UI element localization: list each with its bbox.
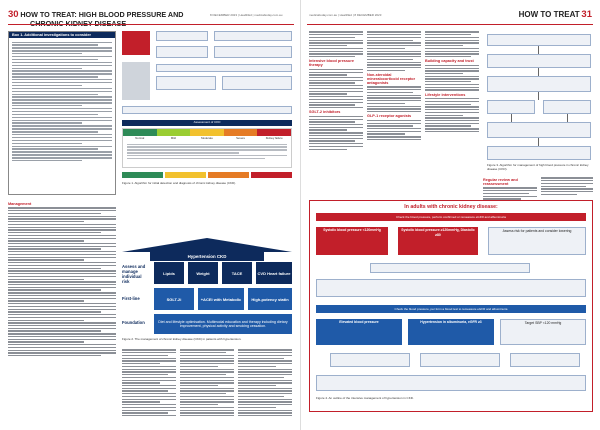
- figure-4-caption: Figure 4. An outline of the intensive management of hypertension in CKD.: [316, 396, 414, 400]
- right-page-number: 31: [581, 9, 592, 20]
- right-running-title: HOW TO TREAT: [518, 10, 580, 19]
- flow-box-b: [214, 31, 292, 41]
- flow-header-bar: Assessment of CKD: [122, 120, 292, 126]
- fig4-lower-box-3: Target SBP <120 mmHg: [500, 319, 586, 345]
- flow-box-f: [156, 76, 216, 90]
- fig4-lower-box-2: Hypertension in albuminuria, eGFR ≥3: [408, 319, 494, 345]
- left-body-col-3: [180, 348, 234, 418]
- col-head-review: Regular review and reassessment: [483, 178, 518, 186]
- right-issue-line: medicaltoday.com.au | HealthEd | 8 DECEMBER 2023: [309, 13, 382, 17]
- fig4-lower-box-1: Elevated blood pressure: [316, 319, 402, 345]
- fig3-box-3: [487, 76, 591, 92]
- stage-label: Normal: [135, 136, 145, 140]
- fig3-box-1: [487, 34, 591, 46]
- left-issue-line: 8 DECEMBER 2023 | HealthEd | medicaltoday.com.au: [210, 13, 283, 17]
- col-head-sglt2: SGLT-2 inhibitors: [309, 110, 341, 115]
- fig3-box-5: [487, 122, 591, 138]
- fig4-mid-box-1: [370, 263, 530, 273]
- fig4-box-1: Systolic blood pressure <120mmHg: [316, 227, 388, 255]
- fig4-bottom-box-1: [330, 353, 410, 367]
- right-body-col-2: [367, 30, 421, 142]
- figure-1-caption: Figure 1. Algorithm for initial detection and diagnosis of chronic kidney disease (CKD).: [122, 181, 237, 185]
- flow-box-e: [156, 64, 292, 72]
- flow-box-g: [222, 76, 292, 90]
- ckd-stage-labels: [123, 136, 291, 140]
- right-body-col-1: [309, 30, 363, 151]
- box-1-body: [9, 38, 115, 165]
- right-body-col-4: [483, 176, 537, 201]
- fig4-box-3: Assess risk for patients and consider lowering: [488, 227, 586, 255]
- flow-box-d: [214, 46, 292, 58]
- right-page: [300, 0, 600, 430]
- fig3-box-6: [487, 146, 591, 160]
- figure-2-roof: [122, 238, 292, 252]
- col-head-glp1: GLP-1 receptor agonists: [367, 114, 412, 119]
- figure-2-caption: Figure 2. The management of chronic kidney disease (CKD) in patients with hypertension.: [122, 337, 242, 341]
- fig4-bottom-box-2: [420, 353, 500, 367]
- pillar-cvd: CVD Heart failure: [256, 262, 292, 284]
- right-body-col-5: [541, 176, 593, 197]
- stage-label: Kidney failure: [265, 136, 283, 140]
- left-body-col-2: [122, 348, 176, 418]
- figure-3-caption: Figure 3. Algorithm for management of high blood pressure in chronic kidney disease (CKD).: [487, 163, 589, 171]
- figure-4-title: In adults with chronic kidney disease:: [404, 204, 498, 210]
- figure-2-label-foundation: Foundation: [122, 320, 145, 325]
- box-1-title: Box 1. Additional investigations to consider: [9, 32, 115, 38]
- box-1-investigations: [8, 31, 116, 195]
- fig4-bottom-box-3: [510, 353, 580, 367]
- right-header: [519, 9, 592, 23]
- flow-start-box: [122, 31, 150, 55]
- flow-box-a: [156, 31, 208, 41]
- left-running-title: HOW TO TREAT: HIGH BLOOD PRESSURE AND: [20, 10, 184, 19]
- ckd-stage-header-row: [123, 129, 291, 136]
- fig4-mid-box-2: [316, 279, 586, 297]
- figure-2-title: Hypertension CKD: [150, 252, 264, 261]
- fig3-box-4b: [543, 100, 591, 114]
- fig4-box-2: Systolic blood pressure ≥120mmHg, Diastolic ≥80: [398, 227, 478, 255]
- first-line-statin: High-potency statin: [248, 288, 292, 310]
- col-head-trust: Building capacity and trust: [425, 59, 474, 64]
- left-page-number: 30: [8, 9, 19, 20]
- first-line-sglt2i: SGLT-2i: [154, 288, 194, 310]
- right-body-col-3: [425, 30, 479, 134]
- flow-legend: [122, 172, 292, 178]
- left-header: [8, 9, 184, 23]
- fig4-mid-band: Check the blood pressure, per form a blood test to remeasure eGFR and albuminuria: [316, 305, 586, 313]
- flow-side-box: [122, 62, 150, 100]
- ckd-stage-table: [122, 128, 292, 168]
- pillar-tace: TACE: [222, 262, 252, 284]
- flow-box-c: [156, 46, 208, 58]
- col-head-nsmra: Non-steroidal mineralocorticoid receptor antagonists: [367, 73, 416, 86]
- fig3-box-2: [487, 54, 591, 68]
- pillar-weight: Weight: [188, 262, 218, 284]
- figure-2-foundation: Diet and lifestyle optimisation. Multimodal education and therapy including dietary improvement, physical activity and smoking cessation.: [154, 314, 292, 334]
- fig3-box-4a: [487, 100, 535, 114]
- figure-2-label-assess: Assess and manage individual risk: [122, 264, 146, 284]
- stage-label: Moderate: [201, 136, 213, 140]
- right-header-rule: [307, 24, 593, 25]
- flow-box-h: [122, 106, 292, 114]
- stage-label: Severe: [236, 136, 246, 140]
- left-header-rule: [8, 24, 294, 25]
- fig4-footer-box: [316, 375, 586, 391]
- pillar-lipids: Lipids: [154, 262, 184, 284]
- figure-2-label-first-line: First-line: [122, 296, 140, 301]
- section-lead: Management: [8, 202, 32, 206]
- fig4-top-band: Check the blood pressure, perform confirmed or remeasure eGFR and albuminuria: [316, 213, 586, 221]
- stage-label: Mild: [170, 136, 176, 140]
- figure-4-panel: [309, 200, 593, 412]
- col-head-intensive-bp: Intensive blood pressure therapy: [309, 59, 354, 68]
- left-body-col-1: [8, 200, 116, 358]
- left-body-col-4: [238, 348, 292, 418]
- ckd-stage-rows: [123, 140, 291, 163]
- col-head-lifestyle: Lifestyle interventions: [425, 92, 466, 97]
- first-line-acei: +ACEi with Metabolic: [198, 288, 244, 310]
